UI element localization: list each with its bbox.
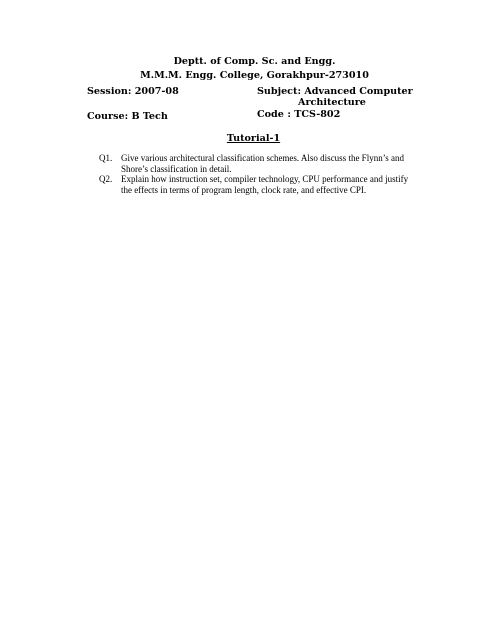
subject-label: Subject: Advanced Computer (257, 86, 413, 97)
question-text-line: the effects in terms of program length, clock rate, and effective CPI. (121, 184, 367, 195)
college-heading: M.M.M. Engg. College, Gorakhpur-273010 (140, 70, 369, 81)
question-text-line: Explain how instruction set, compiler technology, CPU performance and justify (121, 174, 409, 184)
tutorial-title-text: Tutorial-1 (226, 133, 281, 144)
question-text (121, 174, 429, 195)
subject-label-continued: Architecture (298, 97, 366, 108)
question-number: Q1. (99, 153, 113, 163)
code-value: : TCS-802 (287, 109, 341, 120)
question-text (121, 153, 429, 174)
question-list (99, 153, 429, 195)
department-heading: Deptt. of Comp. Sc. and Engg. (173, 56, 336, 67)
question-text-line: Give various architectural classification schemes. Also discuss the Flynn’s and (121, 153, 404, 163)
code-row (257, 109, 340, 121)
code-label: Code (257, 109, 284, 120)
question-text-line: Shore’s classification in detail. (121, 163, 232, 174)
question-item (99, 174, 429, 195)
question-number: Q2. (99, 174, 113, 184)
course-label: Course: B Tech (87, 111, 168, 122)
session-label: Session: 2007-08 (87, 86, 179, 97)
question-item (99, 153, 429, 174)
tutorial-title (0, 133, 495, 145)
